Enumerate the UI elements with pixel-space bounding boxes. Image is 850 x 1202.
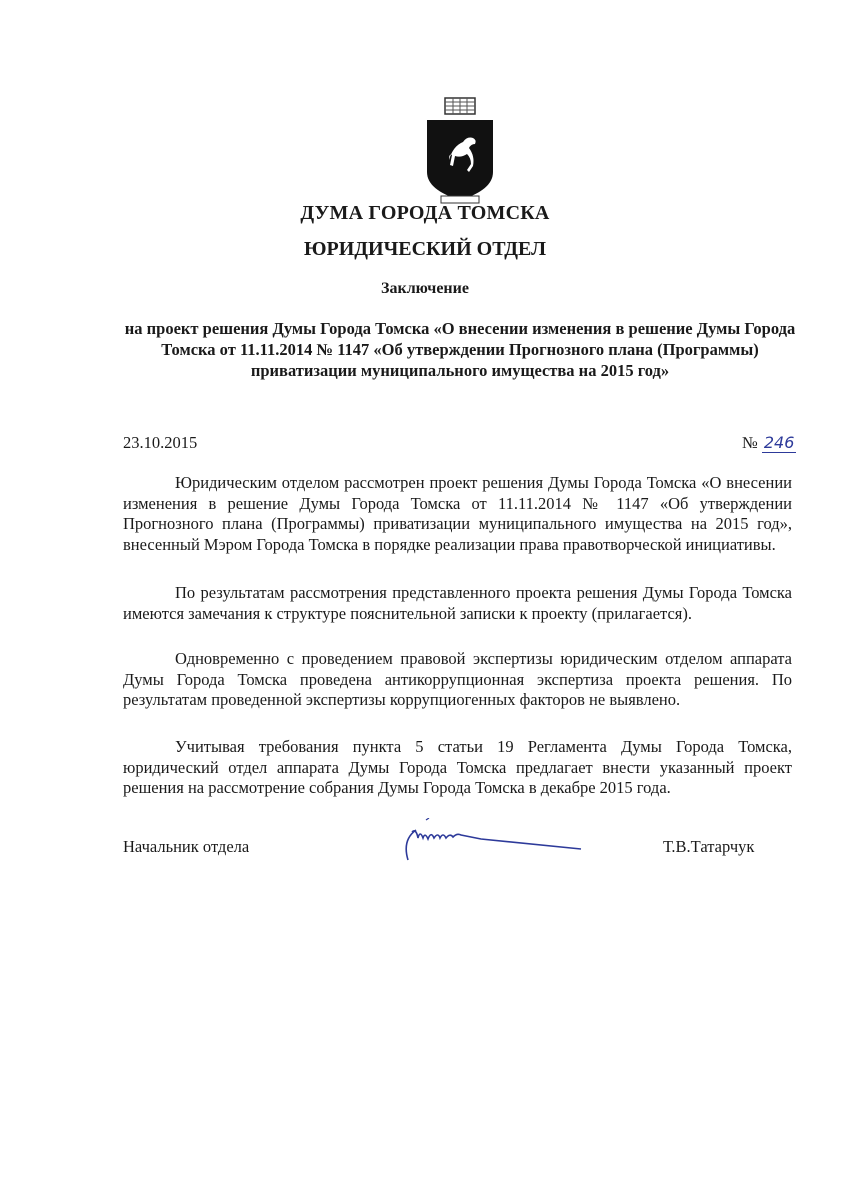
paragraph-text: Юридическим отделом рассмотрен проект решения Думы Города Томска «О внесении изменения в решение Думы Города Томска от 11.11.2014 № 1147 «Об утверждении Прогнозного плана (Программы) приватизации муниципального имущества на 2015 год», внесенный Мэром Города Томска в порядке реализации права правотворческой инициативы. — [123, 473, 792, 554]
document-subject: на проект решения Думы Города Томска «О внесении изменения в решение Думы Города Томска от 11.11.2014 № 1147 «Об утверждении Прогнозного плана (Программы) приватизации муниципального имущества на 2015 год» — [124, 319, 796, 380]
document-date: 23.10.2015 — [123, 433, 198, 452]
paragraph-3 — [123, 649, 792, 711]
signer-name: Т.В.Татарчук — [663, 837, 755, 856]
handwritten-number: 246 — [763, 433, 795, 452]
paragraph-text: Учитывая требования пункта 5 статьи 19 Регламента Думы Города Томска, юридический отдел аппарата Думы Города Томска предлагает внести указанный проект решения на рассмотрение собрания Думы Города Томска в декабре 2015 года. — [123, 737, 792, 797]
paragraph-text: Одновременно с проведением правовой экспертизы юридическим отделом аппарата Думы Города Томска проведена антикоррупционная экспертиза проекта решения. По результатам проведенной экспертизы коррупциогенных факторов не выявлено. — [123, 649, 792, 709]
number-prefix: № — [742, 433, 758, 452]
paragraph-text: По результатам рассмотрения представленного проекта решения Думы Города Томска имеются замечания к структуре пояснительной записки к проекту (прилагается). — [123, 583, 792, 623]
document-number — [742, 433, 796, 453]
department-name: ЮРИДИЧЕСКИЙ ОТДЕЛ — [303, 238, 547, 260]
handwritten-signature-icon — [398, 818, 593, 868]
paragraph-1 — [123, 473, 792, 555]
signer-position: Начальник отдела — [123, 837, 250, 856]
organization-name: ДУМА ГОРОДА ТОМСКА — [300, 202, 550, 224]
tomsk-coat-of-arms-icon — [423, 96, 497, 206]
document-type: Заключение — [381, 280, 469, 297]
paragraph-2 — [123, 583, 792, 624]
paragraph-4 — [123, 737, 792, 799]
